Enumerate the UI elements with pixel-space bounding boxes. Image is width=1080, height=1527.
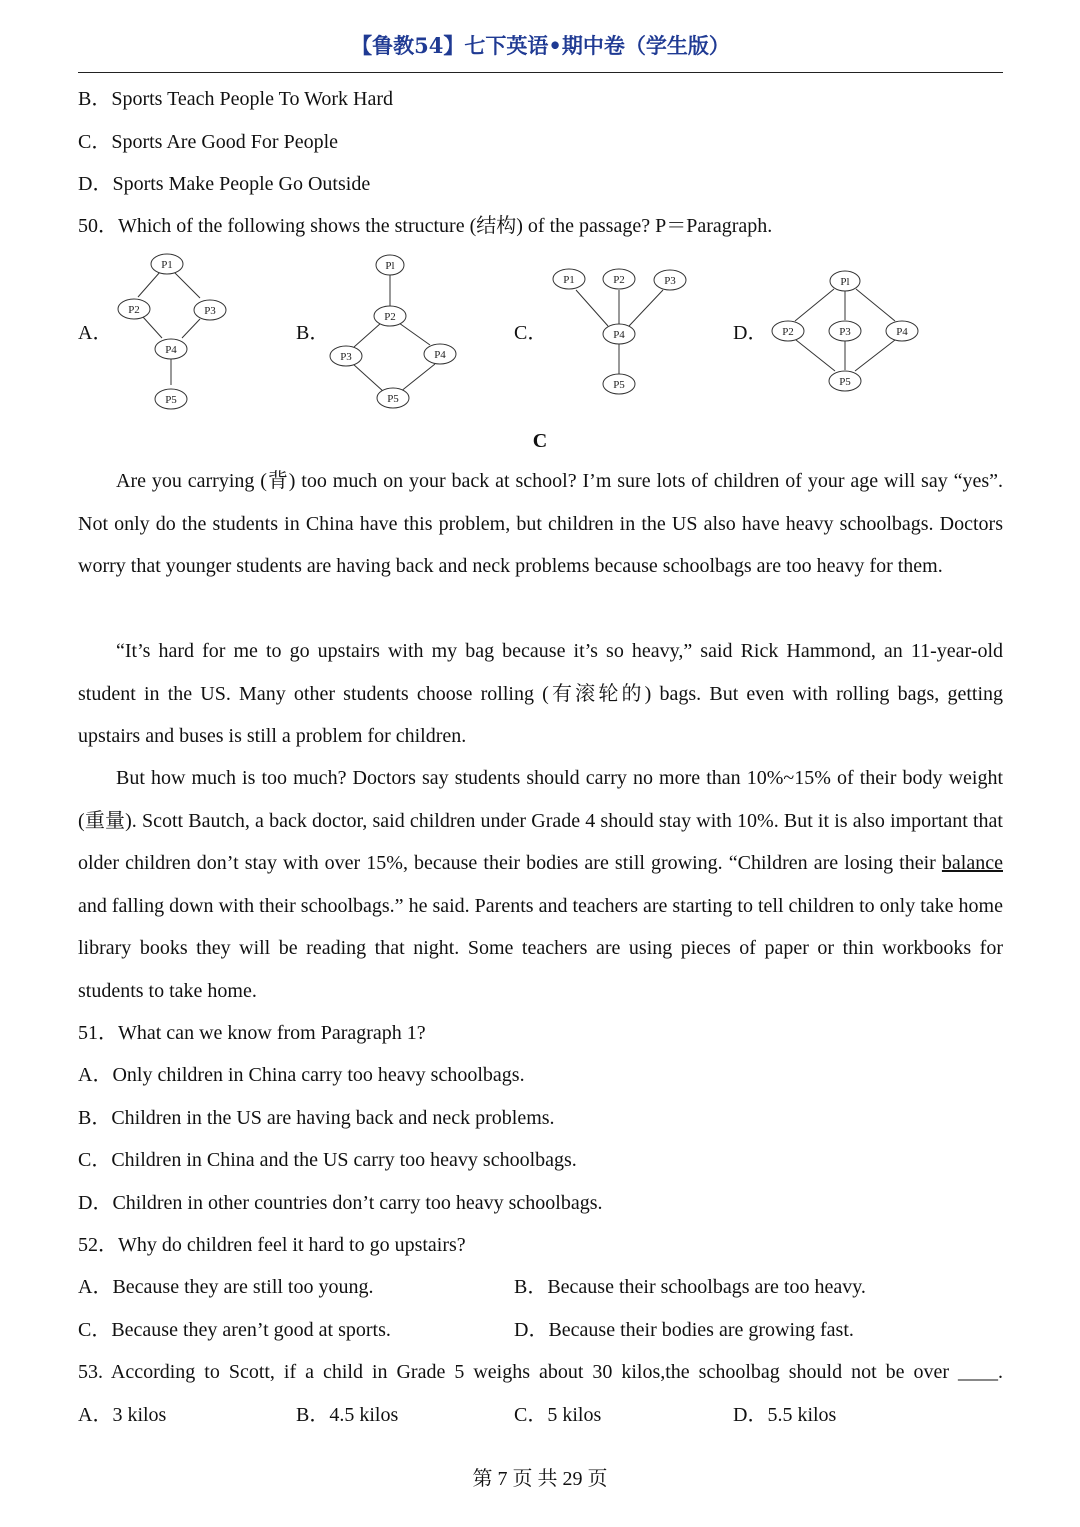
paragraph-3-text-after: and falling down with their schoolbags.” he said. Parents and teachers are starting to tell children to only take home library books they will be reading that night. Some teachers are using pieces of paper or thin workbooks for students to take home. <box>78 894 1003 1002</box>
q52-option-c: C．Because they aren’t good at sports. <box>78 1319 391 1341</box>
svg-text:P5: P5 <box>839 376 851 388</box>
svg-text:P2: P2 <box>128 304 140 316</box>
q52-option-a: A．Because they are still too young. <box>78 1276 374 1298</box>
diagram-b-node-p1 <box>376 255 404 275</box>
svg-text:P3: P3 <box>340 351 352 363</box>
q53-option-a: A．3 kilos <box>78 1404 167 1426</box>
page-header-title: 【鲁教54】七下英语•期中卷（学生版） <box>351 33 730 58</box>
section-title: C <box>532 430 548 452</box>
svg-text:P3: P3 <box>204 305 216 317</box>
diagram-d-node-p4 <box>886 321 918 341</box>
diagram-b-node-p2 <box>374 306 406 326</box>
q53-option-c: C．5 kilos <box>514 1404 602 1426</box>
svg-text:P3: P3 <box>839 326 851 338</box>
structure-diagram-b <box>325 252 465 417</box>
structure-diagram-a <box>108 250 238 415</box>
svg-text:P5: P5 <box>387 393 399 405</box>
structure-diagram-d <box>768 268 928 398</box>
diagram-b-node-p5 <box>377 388 409 408</box>
svg-text:Pl: Pl <box>385 260 395 272</box>
q50-label-d: D． <box>733 322 768 344</box>
paragraph-3-text-before: But how much is too much? Doctors say students should carry no more than 10%~15% of their body weight (重量). Scott Bautch, a back doctor, said children under Grade 4 should stay with 10%. But it is also important that older children don’t stay with over 15%, because their bodies are still growing. “Children are losing their <box>78 767 1003 874</box>
q53-answer-blank: ____ <box>958 1361 998 1383</box>
q49-option-d: D．Sports Make People Go Outside <box>78 173 371 195</box>
q50-label-c: C． <box>514 322 548 344</box>
q53-option-b: B．4.5 kilos <box>296 1404 399 1426</box>
svg-text:P1: P1 <box>563 274 575 286</box>
diagram-a-node-p5 <box>155 389 187 409</box>
svg-text:P1: P1 <box>161 259 173 271</box>
diagram-d-node-p2 <box>772 321 804 341</box>
passage-paragraph-2: “It’s hard for me to go upstairs with my bag because it’s so heavy,” said Rick Hammond, an 11-year-old student in the US. Many other students choose rolling (有滚轮的) bags. But even with rolling bags, getting upstairs and buses is still a problem for children. <box>78 640 1003 747</box>
q51-option-a: A．Only children in China carry too heavy schoolbags. <box>78 1064 525 1086</box>
diagram-a-node-p4 <box>155 339 187 359</box>
q50-label-b: B． <box>296 322 330 344</box>
q53-stem-text: 53. According to Scott, if a child in Grade 5 weighs about 30 kilos,the schoolbag should not be over <box>78 1361 958 1383</box>
q53-stem <box>78 1362 1003 1382</box>
q52-option-d: D．Because their bodies are growing fast. <box>514 1319 854 1341</box>
svg-text:P2: P2 <box>384 311 396 323</box>
underlined-word-balance: balance <box>941 852 1003 874</box>
svg-text:P4: P4 <box>896 326 908 338</box>
diagram-c-node-p1 <box>553 269 585 289</box>
svg-text:P2: P2 <box>613 274 625 286</box>
q49-option-b: B．Sports Teach People To Work Hard <box>78 88 393 110</box>
q53-stem-end: . <box>998 1361 1003 1383</box>
diagram-c-node-p3 <box>654 270 686 290</box>
q51-option-d: D．Children in other countries don’t carry too heavy schoolbags. <box>78 1192 603 1214</box>
page-number-footer: 第 7 页 共 29 页 <box>472 1468 608 1490</box>
passage-paragraph-1: Are you carrying (背) too much on your back at school? I’m sure lots of children of your age will say “yes”. Not only do the students in China have this problem, but children in the US also have heavy schoolbags. Doctors worry that younger students are having back and neck problems because schoolbags are too heavy for them. <box>78 470 1003 577</box>
diagram-d-node-p3 <box>829 321 861 341</box>
header-divider <box>78 72 1003 73</box>
svg-text:P4: P4 <box>613 329 625 341</box>
q51-option-c: C．Children in China and the US carry too heavy schoolbags. <box>78 1149 577 1171</box>
q49-option-c: C．Sports Are Good For People <box>78 131 338 153</box>
passage-paragraph-3 <box>78 757 1003 1012</box>
diagram-a-node-p2 <box>118 299 150 319</box>
diagram-c-node-p4 <box>603 324 635 344</box>
q51-option-b: B．Children in the US are having back and neck problems. <box>78 1107 555 1129</box>
q53-option-d: D．5.5 kilos <box>733 1404 837 1426</box>
svg-text:P3: P3 <box>664 275 676 287</box>
diagram-d-node-p5 <box>829 371 861 391</box>
structure-diagram-c <box>548 264 698 399</box>
svg-text:P5: P5 <box>165 394 177 406</box>
q52-option-b: B．Because their schoolbags are too heavy. <box>514 1276 866 1298</box>
svg-text:P2: P2 <box>782 326 794 338</box>
diagram-b-node-p3 <box>330 346 362 366</box>
q50-stem: 50．Which of the following shows the structure (结构) of the passage? P＝Paragraph. <box>78 215 773 237</box>
q51-stem: 51．What can we know from Paragraph 1? <box>78 1022 426 1044</box>
svg-text:P5: P5 <box>613 379 625 391</box>
q52-stem: 52．Why do children feel it hard to go upstairs? <box>78 1234 466 1256</box>
svg-text:P4: P4 <box>434 349 446 361</box>
svg-text:P4: P4 <box>165 344 177 356</box>
diagram-a-node-p3 <box>194 300 226 320</box>
diagram-c-node-p5 <box>603 374 635 394</box>
svg-text:Pl: Pl <box>840 276 850 288</box>
diagram-c-node-p2 <box>603 269 635 289</box>
diagram-d-node-p1 <box>830 271 860 291</box>
diagram-a-node-p1 <box>151 254 183 274</box>
q50-label-a: A． <box>78 322 113 344</box>
diagram-b-node-p4 <box>424 344 456 364</box>
